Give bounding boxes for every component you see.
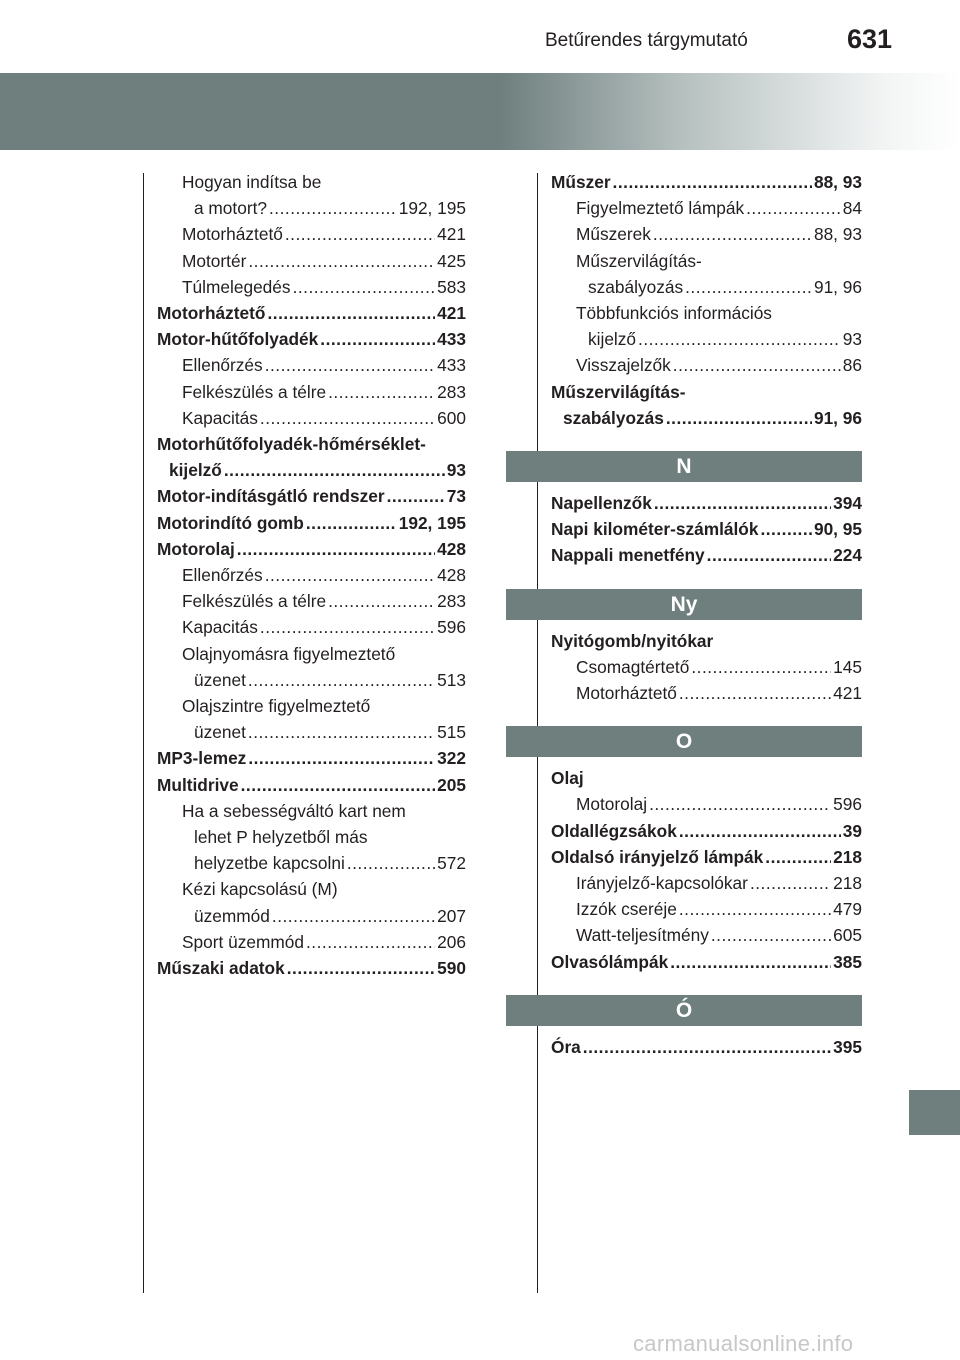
index-entry-term: Motorhűtőfolyadék-hőmérséklet-	[157, 434, 426, 455]
dot-leader	[265, 562, 435, 588]
index-entry	[157, 405, 466, 431]
index-entry-page: 205	[437, 774, 466, 795]
dot-leader	[248, 719, 435, 745]
index-entry-term: kijelző	[588, 329, 637, 350]
dot-leader	[267, 300, 435, 326]
index-entry-page: 218	[833, 873, 862, 894]
dot-leader	[328, 588, 435, 614]
section-letter-header: N	[506, 451, 862, 482]
dot-leader	[347, 850, 435, 876]
dot-leader	[285, 221, 435, 247]
index-entry-term: szabályozás	[588, 276, 684, 297]
index-entry-page: 590	[437, 958, 466, 979]
index-entry	[551, 1034, 862, 1060]
index-entry-term: Kézi kapcsolású (M)	[182, 879, 338, 900]
dot-leader	[269, 195, 397, 221]
index-entry-term: Oldallégzsákok	[551, 820, 677, 841]
index-entry-term: Irányjelző-kapcsolókar	[576, 873, 748, 894]
index-entry-page: 90, 95	[813, 519, 862, 540]
index-entry-page: 218	[833, 846, 862, 867]
dot-leader	[760, 516, 812, 542]
index-entry	[157, 536, 466, 562]
index-entry	[157, 903, 466, 929]
index-entry	[157, 588, 466, 614]
index-entry-term: Olvasólámpák	[551, 951, 669, 972]
index-entry-term: kijelző	[169, 460, 222, 481]
index-entry-page: 596	[833, 794, 862, 815]
index-entry-page: 572	[437, 853, 466, 874]
index-entry	[157, 824, 466, 850]
index-entry-page: 192, 195	[398, 512, 466, 533]
index-entry-page: 91, 96	[813, 276, 862, 297]
dot-leader	[750, 870, 831, 896]
index-entry	[551, 274, 862, 300]
index-entry	[157, 772, 466, 798]
dot-leader	[638, 326, 841, 352]
page-number: 631	[847, 24, 893, 54]
index-entry-page: 93	[842, 329, 862, 350]
index-entry	[157, 248, 466, 274]
index-entry-term: Nappali menetfény	[551, 545, 705, 566]
index-entry	[551, 490, 862, 516]
index-entry-term: lehet P helyzetből más	[194, 827, 368, 848]
dot-leader	[666, 405, 812, 431]
index-entry-page: 395	[833, 1036, 862, 1057]
index-entry	[551, 949, 862, 975]
index-entry	[551, 922, 862, 948]
dot-leader	[306, 510, 397, 536]
index-entry	[157, 562, 466, 588]
index-entry-term: Ellenőrzés	[182, 355, 263, 376]
index-entry	[551, 542, 862, 568]
index-entry-page: 385	[833, 951, 862, 972]
dot-leader	[265, 352, 435, 378]
index-entry-term: üzemmód	[194, 905, 270, 926]
index-entry-page: 394	[833, 493, 862, 514]
index-entry-page: 88, 93	[813, 224, 862, 245]
watermark: carmanualsonline.info	[633, 1331, 854, 1356]
index-entry	[551, 791, 862, 817]
index-entry-term: Napi kilométer-számlálók	[551, 519, 759, 540]
index-entry	[551, 248, 862, 274]
index-entry	[551, 870, 862, 896]
dot-leader	[711, 922, 831, 948]
index-entry-page: 515	[437, 722, 466, 743]
index-entry-page: 479	[833, 899, 862, 920]
index-entry-term: Műszer	[551, 172, 611, 192]
dot-leader	[248, 667, 435, 693]
index-entry-page: 206	[437, 931, 466, 952]
index-entry-page: 421	[437, 303, 466, 324]
dot-leader	[237, 536, 435, 562]
index-entry-page: 207	[437, 905, 466, 926]
index-entry	[157, 221, 466, 247]
index-entry-term: Óra	[551, 1036, 581, 1057]
index-entry-term: Nyitógomb/nyitókar	[551, 630, 714, 651]
index-entry	[551, 628, 862, 654]
dot-leader	[306, 929, 435, 955]
index-entry	[551, 195, 862, 221]
index-entry	[551, 221, 862, 247]
index-entry-term: Ha a sebességváltó kart nem	[182, 800, 406, 821]
index-entry-page: 583	[437, 276, 466, 297]
index-column-left	[157, 169, 466, 981]
index-entry	[551, 896, 862, 922]
dot-leader	[653, 221, 812, 247]
index-entry	[157, 641, 466, 667]
index-entry-term: Motor-indításgátló rendszer	[157, 486, 385, 507]
index-entry-page: 145	[833, 656, 862, 677]
index-entry-term: üzenet	[194, 669, 246, 690]
index-entry-page: 88, 93	[813, 172, 862, 192]
index-entry-term: Csomagtértető	[576, 656, 690, 677]
index-entry	[157, 798, 466, 824]
index-entry-page: 73	[446, 486, 466, 507]
dot-leader	[670, 949, 831, 975]
dot-leader	[248, 745, 435, 771]
index-entry	[157, 693, 466, 719]
dot-leader	[673, 352, 841, 378]
index-entry	[157, 300, 466, 326]
index-entry	[551, 680, 862, 706]
dot-leader	[613, 169, 812, 195]
index-column-right	[551, 169, 862, 1060]
index-entry	[551, 765, 862, 791]
index-entry-term: szabályozás	[563, 407, 664, 428]
index-entry-term: Olaj	[551, 768, 584, 789]
index-entry-term: Kapacitás	[182, 617, 258, 638]
index-entry-term: Sport üzemmód	[182, 931, 304, 952]
index-entry-term: Watt-teljesítmény	[576, 925, 709, 946]
index-entry	[551, 654, 862, 680]
index-entry-term: MP3-lemez	[157, 748, 247, 769]
index-entry-page: 421	[437, 224, 466, 245]
index-entry	[157, 614, 466, 640]
index-entry	[551, 818, 862, 844]
index-entry	[551, 300, 862, 326]
index-entry-page: 86	[842, 355, 862, 376]
dot-leader	[679, 896, 831, 922]
index-entry-page: 283	[437, 591, 466, 612]
index-entry-term: Műszervilágítás-	[551, 381, 686, 402]
index-entry-term: Olajnyomásra figyelmeztető	[182, 643, 396, 664]
section-letter-header: Ó	[506, 995, 862, 1026]
index-entry-term: Multidrive	[157, 774, 239, 795]
index-entry-page: 513	[437, 669, 466, 690]
index-entry-term: Felkészülés a télre	[182, 591, 327, 612]
index-entry	[157, 929, 466, 955]
index-entry	[157, 483, 466, 509]
index-entry-page: 39	[842, 820, 862, 841]
dot-leader	[248, 248, 435, 274]
dot-leader	[293, 274, 436, 300]
index-entry	[157, 352, 466, 378]
index-entry	[157, 379, 466, 405]
index-entry	[157, 169, 466, 195]
index-entry	[551, 379, 862, 405]
index-entry-term: Motorindító gomb	[157, 512, 304, 533]
dot-leader	[746, 195, 841, 221]
index-entry-term: Többfunkciós információs	[576, 303, 772, 324]
index-entry-page: 421	[833, 683, 862, 704]
index-entry-page: 84	[842, 198, 862, 219]
index-entry-page: 283	[437, 381, 466, 402]
dot-leader	[679, 680, 831, 706]
index-entry-term: Műszaki adatok	[157, 958, 285, 979]
index-entry	[157, 195, 466, 221]
index-entry-term: Túlmelegedés	[182, 276, 291, 297]
index-entry-term: Motorolaj	[576, 794, 648, 815]
column-rule-left	[143, 173, 144, 1293]
dot-leader	[328, 379, 435, 405]
index-entry-term: Visszajelzők	[576, 355, 671, 376]
dot-leader	[224, 457, 445, 483]
dot-leader	[241, 772, 436, 798]
index-entry-page: 192, 195	[398, 198, 466, 219]
index-entry-term: Motor-hűtőfolyadék	[157, 329, 319, 350]
index-entry-term: Hogyan indítsa be	[182, 172, 322, 192]
index-entry-term: helyzetbe kapcsolni	[194, 853, 345, 874]
index-entry-term: Motorháztető	[157, 303, 266, 324]
index-entry	[157, 850, 466, 876]
index-entry-page: 224	[833, 545, 862, 566]
section-letter-header: O	[506, 726, 862, 757]
index-entry-term: Műszerek	[576, 224, 651, 245]
index-entry-term: Motorháztető	[182, 224, 283, 245]
index-entry-page: 428	[437, 538, 466, 559]
index-entry-term: a motort?	[194, 198, 267, 219]
index-entry-term: Izzók cseréje	[576, 899, 677, 920]
index-entry	[157, 431, 466, 457]
dot-leader	[691, 654, 831, 680]
index-entry-page: 425	[437, 250, 466, 271]
index-entry-page: 428	[437, 565, 466, 586]
section-letter-header: Ny	[506, 589, 862, 620]
index-entry	[551, 844, 862, 870]
dot-leader	[272, 903, 435, 929]
index-entry-page: 91, 96	[813, 407, 862, 428]
dot-leader	[765, 844, 831, 870]
page-header	[0, 0, 960, 66]
dot-leader	[260, 405, 435, 431]
index-entry	[157, 719, 466, 745]
index-entry	[157, 510, 466, 536]
index-entry-page: 433	[437, 329, 466, 350]
index-entry	[551, 405, 862, 431]
index-entry-term: Ellenőrzés	[182, 565, 263, 586]
index-entry	[157, 955, 466, 981]
index-entry-term: Motorolaj	[157, 538, 235, 559]
dot-leader	[583, 1034, 831, 1060]
index-entry	[157, 457, 466, 483]
index-entry	[551, 326, 862, 352]
index-entry	[157, 326, 466, 352]
index-entry-term: Felkészülés a télre	[182, 381, 327, 402]
index-entry-term: Motortér	[182, 250, 247, 271]
index-entry-page: 596	[437, 617, 466, 638]
dot-leader	[679, 818, 841, 844]
index-entry-page: 93	[446, 460, 466, 481]
index-entry	[157, 745, 466, 771]
index-entry	[157, 876, 466, 902]
index-entry	[157, 667, 466, 693]
dot-leader	[649, 791, 831, 817]
index-entry	[551, 169, 862, 195]
index-entry	[157, 274, 466, 300]
index-entry-term: Figyelmeztető lámpák	[576, 198, 745, 219]
dot-leader	[260, 614, 435, 640]
dot-leader	[707, 542, 832, 568]
dot-leader	[387, 483, 445, 509]
index-entry-term: üzenet	[194, 722, 246, 743]
chapter-side-tab	[909, 1090, 960, 1135]
index-entry-term: Motorháztető	[576, 683, 677, 704]
index-entry-term: Olajszintre figyelmeztető	[182, 696, 371, 717]
dot-leader	[654, 490, 831, 516]
index-entry-page: 600	[437, 407, 466, 428]
index-entry	[551, 516, 862, 542]
dot-leader	[287, 955, 435, 981]
index-entry-page: 322	[437, 748, 466, 769]
index-entry	[551, 352, 862, 378]
index-entry-term: Napellenzők	[551, 493, 652, 514]
index-entry-term: Oldalsó irányjelző lámpák	[551, 846, 764, 867]
header-title: Betűrendes tárgymutató	[545, 30, 748, 51]
index-entry-term: Kapacitás	[182, 407, 258, 428]
header-band	[0, 73, 960, 150]
dot-leader	[320, 326, 435, 352]
index-entry-page: 605	[833, 925, 862, 946]
index-entry-term: Műszervilágítás-	[576, 250, 702, 271]
index-entry-page: 433	[437, 355, 466, 376]
dot-leader	[685, 274, 812, 300]
